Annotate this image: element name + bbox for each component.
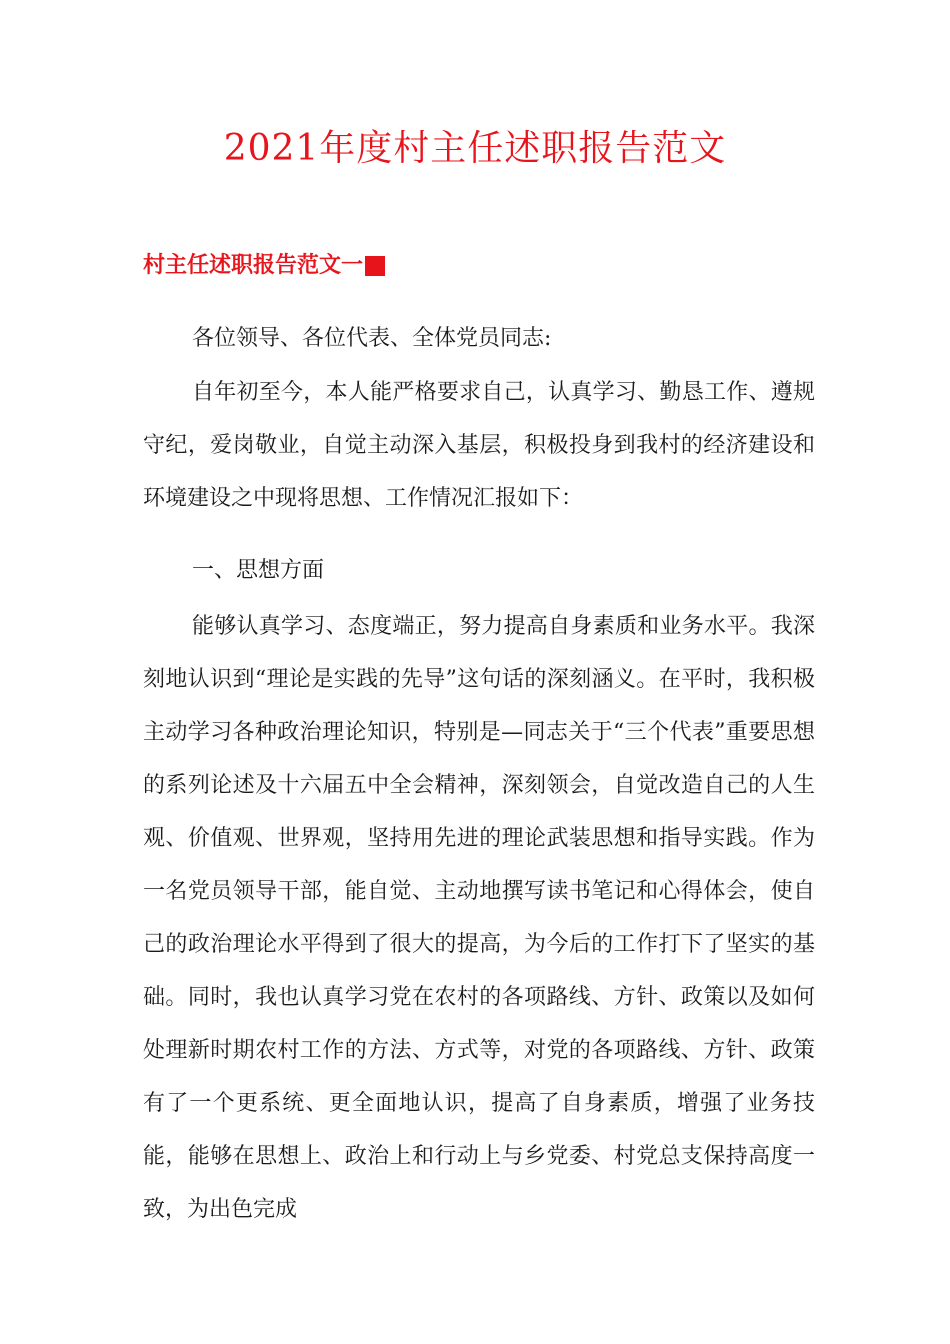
square-bullet-icon <box>365 256 385 276</box>
section1-body-paragraph: 能够认真学习、态度端正，努力提高自身素质和业务水平。我深刻地认识到“理论是实践的先导”这句话的深刻涵义。在平时，我积极主动学习各种政治理论知识，特别是—同志关于“三个代表”重要思想的系列论述及十六届五中全会精神，深刻领会，自觉改造自己的人生观、价值观、世界观，坚持用先进的理论武装思想和指导实践。作为一名党员领导干部，能自觉、主动地撰写读书笔记和心得体会，使自己的政治理论水平得到了很大的提高，为今后的工作打下了坚实的基础。同时，我也认真学习党在农村的各项路线、方针、政策以及如何处理新时期农村工作的方法、方式等，对党的各项路线、方针、政策有了一个更系统、更全面地认识，提高了自身素质，增强了业务技能，能够在思想上、政治上和行动上与乡党委、村党总支保持高度一致，为出色完成 <box>143 614 815 1222</box>
intro-paragraph: 自年初至今，本人能严格要求自己，认真学习、勤恳工作、遵规守纪，爱岗敬业，自觉主动深入基层，积极投身到我村的经济建设和环境建设之中现将思想、工作情况汇报如下： <box>143 380 815 511</box>
section-heading-text: 村主任述职报告范文一 <box>143 253 364 278</box>
greeting-paragraph: 各位领导、各位代表、全体党员同志: <box>192 326 552 351</box>
section1-title: 一、思想方面 <box>192 558 325 583</box>
document-title: 2021年度村主任述职报告范文 <box>223 128 727 169</box>
section-heading <box>143 250 385 282</box>
